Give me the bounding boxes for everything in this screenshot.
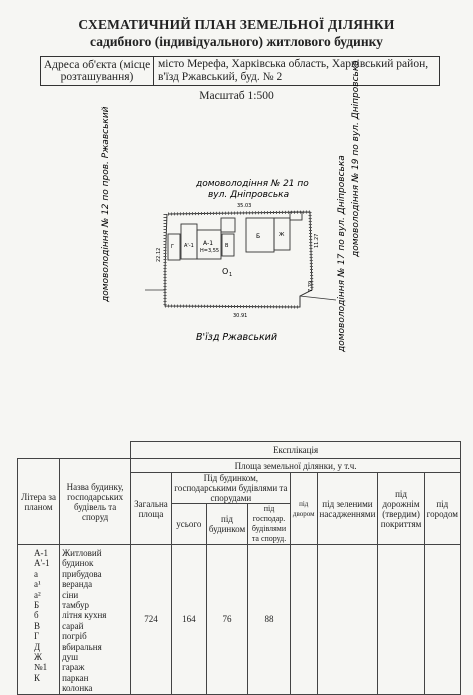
row-name: душ <box>62 652 79 663</box>
address-label: Адреса об'єкта (місце розташування) <box>41 57 154 85</box>
col-total-sub: усього <box>171 504 206 545</box>
scale-label: Масштаб 1:500 <box>199 90 274 102</box>
value-green <box>317 545 378 695</box>
label-zh: Ж <box>279 232 285 238</box>
label-o-sub: 1 <box>229 272 233 278</box>
top-neighbor-line1: домоволодіння № 21 по <box>196 179 309 189</box>
value-under-outbuildings: 88 <box>248 545 291 695</box>
col-land: Площа земельної ділянки, у т.ч. <box>131 459 461 473</box>
right-neighbor-inner: домоволодіння № 19 по вул. Дніпровська <box>351 60 361 257</box>
row-code: Ж <box>34 652 43 663</box>
col-roads: під дорожнім (твердим) покриттям <box>378 473 424 545</box>
street-name: В'їзд Ржавський <box>196 332 278 343</box>
row-code: б <box>34 610 39 621</box>
row-code: Д <box>34 641 41 652</box>
row-name: тамбур <box>62 600 90 611</box>
dim-right-lower: 7.79 <box>308 280 314 292</box>
row-name: погріб <box>62 631 87 642</box>
building-annex <box>181 224 197 259</box>
right-neighbor-outer: домоволодіння № 17 по вул. Дніпровська <box>337 155 347 352</box>
col-yard: під двором <box>290 473 317 545</box>
row-code: К <box>34 672 41 683</box>
label-annex: А'-1 <box>184 243 194 249</box>
row-code: Г <box>34 631 40 642</box>
row-code: а¹ <box>34 579 41 590</box>
table-blank-corner <box>18 442 131 459</box>
col-under-buildings: Під будинком, господарськими будівлями та спорудами <box>171 473 290 504</box>
address-line-1: місто Мерефа, Харківська область, Харківський район, <box>158 58 429 70</box>
dim-top: 35.03 <box>237 203 252 209</box>
address-line-2: в'їзд Ржавський, буд. № 2 <box>158 71 283 83</box>
row-code: а² <box>34 589 41 600</box>
label-b: Б <box>256 233 261 240</box>
value-garden <box>424 545 460 695</box>
col-garden: під городом <box>424 473 460 545</box>
col-total: Загальна площа <box>131 473 172 545</box>
col-litera: Літера за планом <box>18 459 60 545</box>
row-code: Б <box>34 600 40 611</box>
explication-table <box>17 441 461 695</box>
row-code: №1 <box>34 662 48 673</box>
label-v: В <box>225 243 229 249</box>
row-name: веранда <box>62 579 93 590</box>
names-cell <box>60 545 131 695</box>
value-under-house: 76 <box>206 545 247 695</box>
value-roads <box>378 545 424 695</box>
label-g: Г <box>171 244 175 250</box>
row-name: колонка <box>62 683 93 694</box>
row-code: А'-1 <box>34 558 50 569</box>
col-name: Назва будинку, господарських будівель та споруд <box>60 459 131 545</box>
value-yard <box>290 545 317 695</box>
document-title: СХЕМАТИЧНИЙ ПЛАН ЗЕМЕЛЬНОЇ ДІЛЯНКИ <box>78 17 395 32</box>
row-name: Житловий будинок <box>62 548 102 569</box>
dim-bottom: 30.91 <box>233 313 248 319</box>
row-name: паркан <box>62 672 89 683</box>
top-neighbor-line2: вул. Дніпровська <box>208 190 290 200</box>
dim-left: 22.12 <box>156 247 162 262</box>
row-name: прибудова <box>62 568 102 579</box>
building-small <box>221 218 235 232</box>
left-neighbor: домоволодіння № 12 по пров. Ржавський <box>101 106 111 302</box>
value-under-buildings: 164 <box>171 545 206 695</box>
dim-right-upper: 11.27 <box>314 233 320 248</box>
row-name: вбиральня <box>62 641 102 652</box>
row-code: А-1 <box>34 548 48 558</box>
row-name: гараж <box>62 662 85 673</box>
col-green: під зеленими насадженнями <box>317 473 378 545</box>
value-total: 724 <box>131 545 172 695</box>
label-main: А-1 <box>203 240 214 247</box>
col-under-house: під будинком <box>206 504 247 545</box>
row-code: а <box>34 568 38 579</box>
row-name: сарай <box>62 620 84 631</box>
label-o: О <box>222 267 229 276</box>
document-subtitle: садибного (індивідуального) житлового будинку <box>90 34 383 49</box>
row-name: літня кухня <box>62 610 107 621</box>
explication-title: Експлікація <box>131 442 461 459</box>
label-main-height: Н=3,55 <box>200 248 220 254</box>
col-under-outbuildings: під господар. будівлями та споруд. <box>248 504 291 545</box>
codes-cell <box>18 545 60 695</box>
row-code: В <box>34 620 41 631</box>
row-name: сіни <box>62 589 79 600</box>
